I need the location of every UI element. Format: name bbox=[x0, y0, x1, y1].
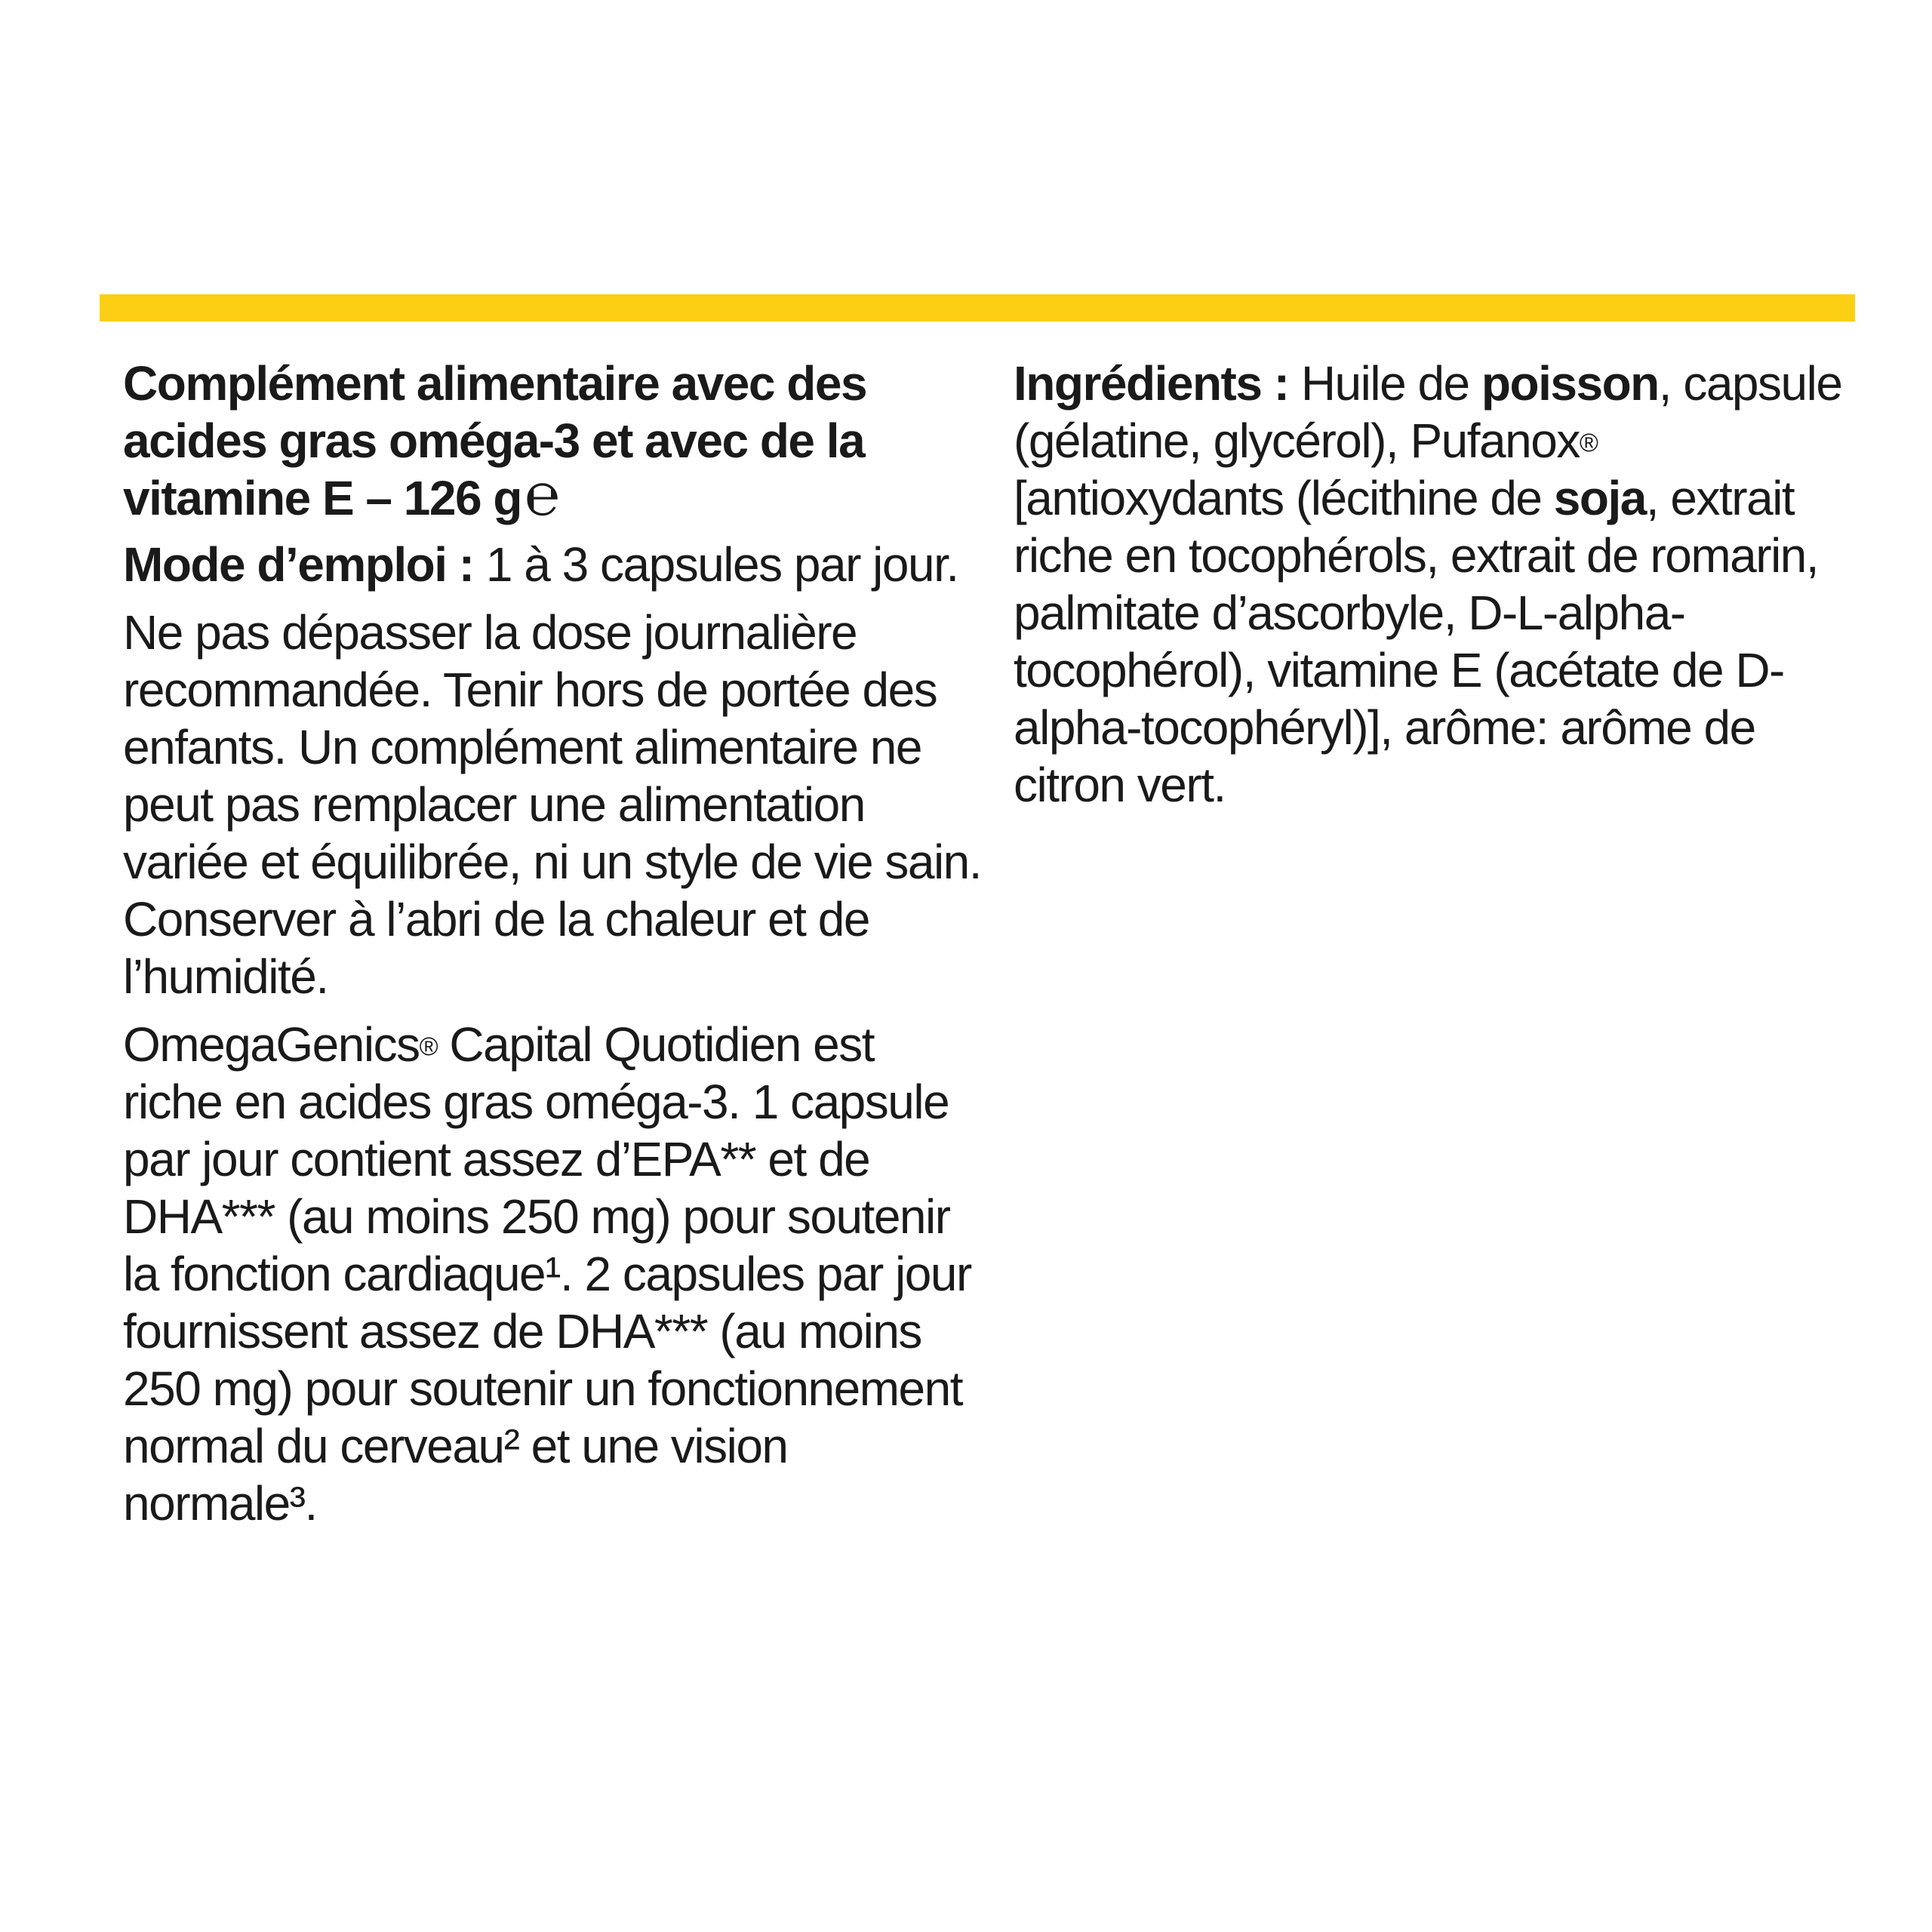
ingredients-text-4: , extrait riche en tocophérols, extrait de romarin, palmitate d’ascorbyle, D-L-alpha-tocophérol), vitamine E (acétate de D-alpha-tocophéryl)], arôme: arôme de citron vert. bbox=[1014, 471, 1819, 812]
product-title-text: Complément alimentaire avec des acides gras oméga-3 et avec de la vitamine E – 126 g bbox=[123, 356, 867, 525]
claims-text: Capital Quotidien est riche en acides gras oméga-3. 1 capsule par jour contient assez d’EPA** et de DHA*** (au moins 250 mg) pour soutenir la fonction cardiaque¹. 2 capsules par jour fournissent assez de DHA*** (au moins 250 mg) pour soutenir un fonctionnement normal du cerveau² et une vision normale³. bbox=[123, 1017, 971, 1531]
estimated-sign-icon: ℮ bbox=[524, 461, 559, 529]
ingredients-label: Ingrédients : bbox=[1014, 356, 1289, 411]
registered-mark: ® bbox=[1579, 429, 1598, 457]
ingredients-text-2: , capsule (gélatine, glycérol), Pufanox bbox=[1014, 356, 1842, 468]
ingredients-text-3: [antioxydants (lécithine de bbox=[1014, 471, 1554, 525]
allergen-soy: soja bbox=[1553, 471, 1646, 525]
health-claims bbox=[123, 1016, 983, 1532]
accent-bar bbox=[100, 294, 1855, 321]
usage-text: 1 à 3 capsules par jour. bbox=[473, 537, 958, 592]
allergen-fish: poisson bbox=[1481, 356, 1659, 411]
right-column bbox=[1014, 355, 1859, 824]
warning-text: Ne pas dépasser la dose journalière recommandée. Tenir hors de portée des enfants. Un complément alimentaire ne peut pas remplacer une alimentation variée et équilibrée, ni un style de vie sain. Conserver à l’abri de la chaleur et de l’humidité. bbox=[123, 605, 982, 1004]
left-column bbox=[123, 355, 983, 1543]
usage-instructions bbox=[123, 536, 983, 593]
ingredients bbox=[1014, 355, 1859, 814]
ingredients-text-1: Huile de bbox=[1288, 356, 1481, 411]
registered-mark: ® bbox=[419, 1032, 438, 1061]
usage-label: Mode d’emploi : bbox=[123, 537, 474, 592]
brand-name: OmegaGenics bbox=[123, 1017, 420, 1072]
product-title bbox=[123, 355, 983, 527]
